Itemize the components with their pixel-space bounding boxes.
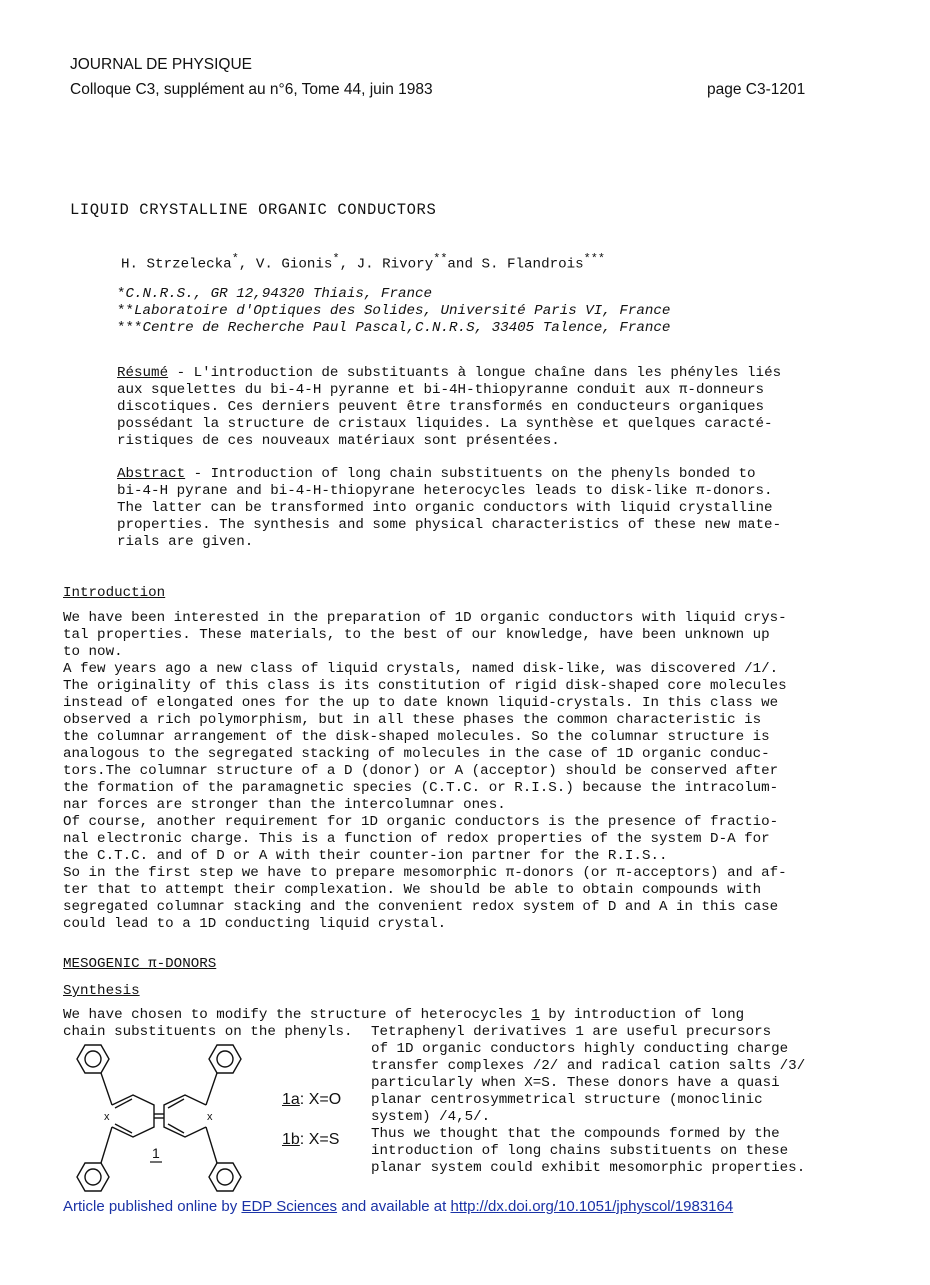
paper-title: LIQUID CRYSTALLINE ORGANIC CONDUCTORS bbox=[70, 201, 437, 219]
abstract-line: The latter can be transformed into organic conductors with liquid crystalline bbox=[117, 500, 773, 516]
author-1: H. Strzelecka bbox=[121, 256, 232, 273]
footer-prefix: Article published online by bbox=[63, 1198, 242, 1215]
resume-line: aux squelettes du bi-4-H pyranne et bi-4H-thiopyranne conduit aux π-donneurs bbox=[117, 382, 765, 398]
affiliation bbox=[117, 320, 670, 337]
intro-line: observed a rich polymorphism, but in all these phases the common characteristic is bbox=[63, 712, 762, 728]
phenyl-ring bbox=[77, 1163, 109, 1191]
intro-line: the formation of the paramagnetic species (C.T.C. or R.I.S.) because the intracolum- bbox=[63, 780, 779, 796]
heterocycle-right bbox=[164, 1095, 206, 1137]
compound-1b-ref: 1b bbox=[282, 1131, 300, 1148]
intro-line: tors.The columnar structure of a D (donor) or A (acceptor) should be conserved after bbox=[63, 763, 779, 779]
affiliation-mark: ** bbox=[117, 303, 135, 319]
intro-line: to now. bbox=[63, 644, 123, 660]
author-4: and S. Flandrois bbox=[447, 256, 584, 273]
affiliation-text: C.N.R.S., GR 12,94320 Thiais, France bbox=[125, 286, 433, 302]
phenyl-ring bbox=[209, 1045, 241, 1073]
synthesis-right-line: transfer complexes /2/ and radical cation salts /3/ bbox=[371, 1058, 806, 1074]
intro-line: instead of elongated ones for the up to date known liquid-crystals. In this class we bbox=[63, 695, 779, 711]
synthesis-line: We have chosen to modify the structure of heterocycles 1 by introduction of long bbox=[63, 1007, 745, 1023]
intro-line: tal properties. These materials, to the best of our knowledge, have been unknown up bbox=[63, 627, 770, 643]
author-2-mark: * bbox=[332, 252, 340, 266]
affiliation-mark: *** bbox=[117, 320, 143, 336]
author-4-mark: *** bbox=[583, 252, 605, 266]
tetraphenyl-structure-figure bbox=[60, 1038, 260, 1198]
intro-line: So in the first step we have to prepare mesomorphic π-donors (or π-acceptors) and af- bbox=[63, 865, 787, 881]
intro-line: The originality of this class is its constitution of rigid disk-shaped core molecules bbox=[63, 678, 787, 694]
synthesis-heading: Synthesis bbox=[63, 983, 140, 999]
page-number: page C3-1201 bbox=[707, 81, 806, 98]
intro-line: could lead to a 1D conducting liquid crystal. bbox=[63, 916, 447, 932]
phenyl-ring bbox=[77, 1045, 109, 1073]
intro-line: analogous to the segregated stacking of molecules in the case of 1D organic conduc- bbox=[63, 746, 770, 762]
footer-middle: and available at bbox=[337, 1198, 451, 1215]
author-3: , J. Rivory bbox=[339, 256, 434, 273]
synthesis-right-line: planar system could exhibit mesomorphic properties. bbox=[371, 1160, 806, 1176]
phenyl-ring bbox=[209, 1163, 241, 1191]
introduction-heading: Introduction bbox=[63, 585, 166, 601]
author-list bbox=[121, 251, 605, 274]
compound-1a-ref: 1a bbox=[282, 1091, 300, 1108]
doi-link[interactable]: http://dx.doi.org/10.1051/jphyscol/1983164 bbox=[450, 1198, 734, 1215]
abstract-line: rials are given. bbox=[117, 534, 254, 550]
abstract-line: bi-4-H pyrane and bi-4-H-thiopyrane heterocycles leads to disk-like π-donors. bbox=[117, 483, 773, 499]
heterocycle-left bbox=[112, 1095, 154, 1137]
synthesis-right-line: Thus we thought that the compounds formed by the bbox=[371, 1126, 780, 1142]
intro-line: nar forces are stronger than the intercolumnar ones. bbox=[63, 797, 506, 813]
compound-ref: 1 bbox=[531, 1007, 540, 1023]
resume-line: ristiques de ces nouveaux matériaux sont présentées. bbox=[117, 433, 560, 449]
compound-1a-label bbox=[282, 1091, 341, 1109]
affiliation-mark: * bbox=[117, 286, 126, 302]
affiliation bbox=[117, 303, 670, 320]
mesogenic-heading: MESOGENIC π-DONORS bbox=[63, 956, 217, 972]
resume-line: possédant la structure de cristaux liquides. La synthèse et quelques caracté- bbox=[117, 416, 773, 432]
intro-line: the columnar arrangement of the disk-shaped molecules. So the columnar structure is bbox=[63, 729, 770, 745]
synthesis-right-line: Tetraphenyl derivatives 1 are useful precursors bbox=[371, 1024, 772, 1040]
affiliation-text: Laboratoire d'Optiques des Solides, Université Paris VI, France bbox=[134, 303, 671, 319]
synthesis-right-line: particularly when X=S. These donors have a quasi bbox=[371, 1075, 780, 1091]
synthesis-right-line: planar centrosymmetrical structure (monoclinic bbox=[371, 1092, 763, 1108]
abstract-label: Abstract bbox=[117, 466, 186, 482]
intro-line: nal electronic charge. This is a function of redox properties of the system D-A for bbox=[63, 831, 770, 847]
intro-line: segregated columnar stacking and the convenient redox system of D and A in this case bbox=[63, 899, 779, 915]
intro-line: the C.T.C. and of D or A with their counter-ion partner for the R.I.S.. bbox=[63, 848, 668, 864]
synthesis-right-line: of 1D organic conductors highly conducting charge bbox=[371, 1041, 789, 1057]
affiliation-text: Centre de Recherche Paul Pascal,C.N.R.S, 33405 Talence, France bbox=[142, 320, 671, 336]
resume-line: - L'introduction de substituants à longue chaîne dans les phényles liés bbox=[168, 365, 782, 381]
footer-notice bbox=[63, 1198, 733, 1215]
synthesis-right-line: introduction of long chains substituents on these bbox=[371, 1143, 789, 1159]
compound-1b-label bbox=[282, 1131, 339, 1149]
intro-line: A few years ago a new class of liquid crystals, named disk-like, was discovered /1/. bbox=[63, 661, 779, 677]
journal-name: JOURNAL DE PHYSIQUE bbox=[70, 56, 253, 73]
abstract-line: properties. The synthesis and some physical characteristics of these new mate- bbox=[117, 517, 782, 533]
compound-1b-eq: : X=S bbox=[299, 1131, 340, 1148]
resume-label: Résumé bbox=[117, 365, 169, 381]
author-2: , V. Gionis bbox=[238, 256, 333, 273]
compound-number: 1 bbox=[152, 1145, 160, 1161]
compound-1a-eq: : X=O bbox=[299, 1091, 342, 1108]
colloque-info: Colloque C3, supplément au n°6, Tome 44, juin 1983 bbox=[70, 81, 433, 98]
synthesis-right-line: system) /4,5/. bbox=[371, 1109, 491, 1125]
publisher-link[interactable]: EDP Sciences bbox=[241, 1198, 338, 1215]
heteroatom-label: x bbox=[104, 1111, 110, 1123]
intro-line: Of course, another requirement for 1D organic conductors is the presence of fractio- bbox=[63, 814, 779, 830]
intro-line: ter that to attempt their complexation. We should be able to obtain compounds with bbox=[63, 882, 762, 898]
author-3-mark: ** bbox=[433, 252, 448, 266]
author-1-mark: * bbox=[231, 252, 239, 266]
synthesis-line: chain substituents on the phenyls. bbox=[63, 1024, 353, 1040]
abstract-line: - Introduction of long chain substituents on the phenyls bonded to bbox=[185, 466, 756, 482]
resume-line: discotiques. Ces derniers peuvent être transformés en conducteurs organiques bbox=[117, 399, 765, 415]
intro-line: We have been interested in the preparation of 1D organic conductors with liquid crys- bbox=[63, 610, 787, 626]
heteroatom-label: x bbox=[207, 1111, 213, 1123]
affiliation bbox=[117, 286, 432, 303]
